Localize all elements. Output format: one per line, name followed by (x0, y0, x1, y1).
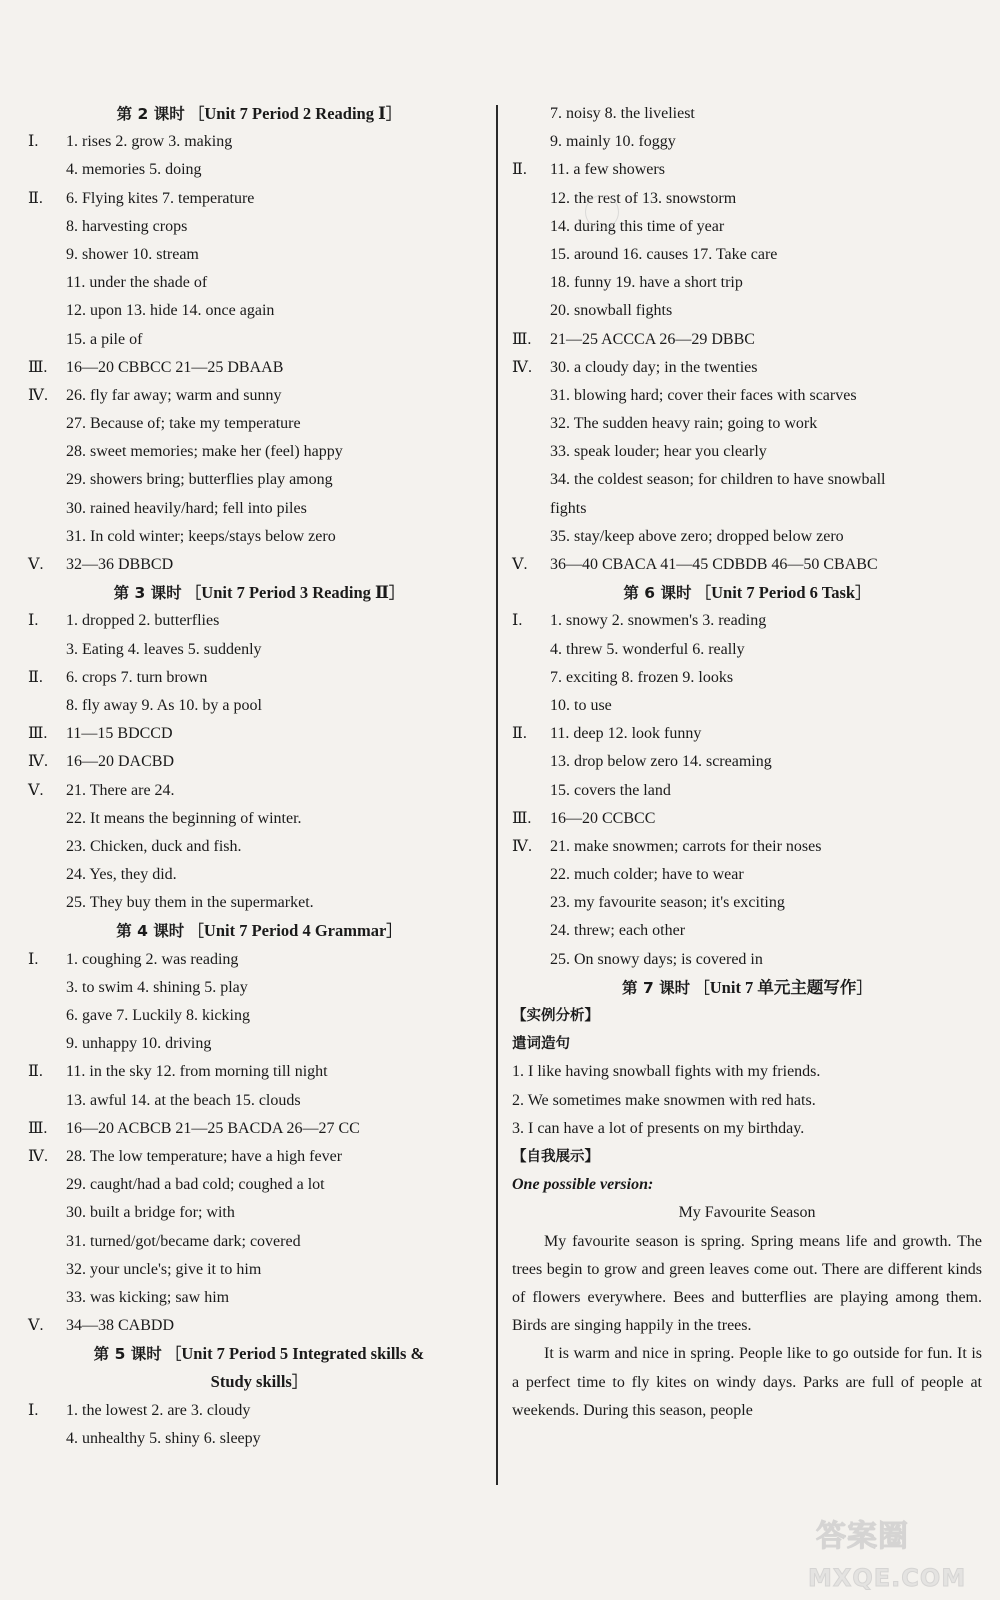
section-heading (28, 579, 490, 607)
answer-text: 1. dropped 2. butterflies (66, 612, 220, 630)
answer-line (28, 833, 490, 861)
answer-line (512, 607, 982, 635)
answer-text: 12. upon 13. hide 14. once again (66, 302, 275, 320)
answer-text: 15. around 16. causes 17. Take care (550, 245, 778, 263)
answer-line (512, 805, 982, 833)
answer-line (28, 1397, 490, 1425)
answer-line (28, 410, 490, 438)
answer-text: 6. crops 7. turn brown (66, 668, 208, 686)
answer-text: 15. a pile of (66, 330, 143, 348)
bracket-close: ］ (388, 584, 405, 603)
section-heading (28, 1340, 490, 1368)
answer-line (28, 861, 490, 889)
answer-text: 15. covers the land (550, 781, 671, 799)
example-sentence: 1. I like having snowball fights with my friends. (512, 1063, 821, 1081)
example-sentence: 3. I can have a lot of presents on my birthday. (512, 1119, 805, 1137)
lesson-number: 第 3 课时 (113, 584, 182, 603)
answer-text: 33. was kicking; saw him (66, 1288, 230, 1306)
answer-line (512, 692, 982, 720)
bracket-open: ［ (185, 584, 202, 603)
answer-line (512, 636, 982, 664)
answer-text: 3. to swim 4. shining 5. play (66, 978, 248, 996)
answer-text: 11. in the sky 12. from morning till night (66, 1063, 328, 1081)
answer-line (512, 382, 982, 410)
answer-text: 20. snowball fights (550, 302, 673, 320)
roman-numeral: Ⅲ. (28, 725, 48, 743)
section-heading (512, 974, 982, 1002)
answer-text: 10. to use (550, 696, 612, 714)
answer-line (28, 1425, 490, 1453)
answer-text: 13. drop below zero 14. screaming (550, 753, 772, 771)
answer-text: 14. during this time of year (550, 217, 725, 235)
example-sentence: 2. We sometimes make snowmen with red hats. (512, 1091, 816, 1109)
answer-line (512, 523, 982, 551)
left-column (28, 100, 490, 1453)
bracket-open: ［ (694, 978, 710, 997)
answer-line (28, 889, 490, 917)
answer-line (28, 156, 490, 184)
roman-numeral: Ⅳ. (28, 386, 48, 404)
answer-text: 18. funny 19. have a short trip (550, 274, 743, 292)
roman-numeral: Ⅴ. (28, 1317, 44, 1335)
answer-line (512, 748, 982, 776)
roman-numeral: Ⅱ. (28, 1063, 43, 1081)
bracket-open: ［ (188, 922, 204, 941)
answer-text: 13. awful 14. at the beach 15. clouds (66, 1091, 301, 1109)
answer-line (512, 833, 982, 861)
lesson-number: 第 7 课时 (622, 978, 691, 997)
section-title: Unit 7 Period 3 Reading Ⅱ (201, 583, 389, 603)
answer-line (28, 664, 490, 692)
roman-numeral: Ⅴ. (28, 781, 44, 799)
answer-text: 1. rises 2. grow 3. making (66, 133, 233, 151)
answer-line (512, 664, 982, 692)
answer-line (512, 889, 982, 917)
answer-line (28, 607, 490, 635)
answer-text: 24. Yes, they did. (66, 866, 177, 884)
answer-line (28, 1143, 490, 1171)
answer-text: 11. a few showers (550, 161, 665, 179)
answer-text: 11. under the shade of (66, 274, 208, 292)
answer-line (28, 1256, 490, 1284)
answer-text: 21. make snowmen; carrots for their noses (550, 837, 822, 855)
answer-text: 24. threw; each other (550, 922, 686, 940)
answer-text: 11. deep 12. look funny (550, 725, 702, 743)
section-heading-continued (28, 1368, 490, 1396)
answer-line (28, 551, 490, 579)
answer-line (28, 1030, 490, 1058)
answer-text: 28. The low temperature; have a high fever (66, 1147, 343, 1165)
bracket-close: ］ (855, 584, 871, 603)
answer-text: 8. fly away 9. As 10. by a pool (66, 696, 262, 714)
section-title: Unit 7 Period 4 Grammar (203, 921, 387, 941)
answer-text: 16—20 CCBCC (550, 809, 656, 827)
answer-line (28, 748, 490, 776)
answer-line (28, 692, 490, 720)
roman-numeral: Ⅰ. (28, 612, 39, 630)
answer-line (28, 1312, 490, 1340)
answer-text: 22. much colder; have to wear (550, 866, 744, 884)
answer-text: 7. exciting 8. frozen 9. looks (550, 668, 734, 686)
answer-text: 34. the coldest season; for children to have snowball (550, 471, 886, 489)
answer-text: 32. your uncle's; give it to him (66, 1260, 262, 1278)
answer-text: 30. a cloudy day; in the twenties (550, 358, 758, 376)
answer-text: 11—15 BDCCD (66, 725, 173, 743)
watermark-brand-en: MXQE.COM (808, 1564, 967, 1592)
answer-line (512, 100, 982, 128)
answer-line (512, 156, 982, 184)
essay-paragraph: My favourite season is spring. Spring means life and growth. The trees begin to grow and green leaves come out. There are different kinds of flowers everywhere. Bees and butterflies are playing among them. Birds are singing happily in the trees. (512, 1232, 982, 1335)
answer-line (512, 128, 982, 156)
answer-text: 4. threw 5. wonderful 6. really (550, 640, 745, 658)
answer-text: 36—40 CBACA 41—45 CDBDB 46—50 CBABC (550, 556, 878, 573)
answer-line (28, 297, 490, 325)
answer-text: 29. showers bring; butterflies play among (66, 471, 333, 489)
answer-text: 22. It means the beginning of winter. (66, 809, 302, 827)
lesson-number: 第 4 课时 (116, 922, 185, 941)
answer-text: 6. Flying kites 7. temperature (66, 189, 255, 207)
answer-text: 25. They buy them in the supermarket. (66, 894, 314, 912)
section-heading (28, 917, 490, 945)
answer-line (28, 805, 490, 833)
answer-line (28, 495, 490, 523)
roman-numeral: Ⅰ. (512, 612, 523, 630)
answer-text: 16—20 CBBCC 21—25 DBAAB (66, 358, 284, 376)
roman-numeral: Ⅳ. (512, 837, 532, 855)
answer-line (512, 861, 982, 889)
roman-numeral: Ⅰ. (28, 950, 39, 968)
roman-numeral: Ⅳ. (512, 358, 532, 376)
answer-line (28, 213, 490, 241)
answer-text: 32—36 DBBCD (66, 556, 174, 573)
answer-text: 23. Chicken, duck and fish. (66, 837, 242, 855)
right-column (512, 100, 982, 1425)
answer-text: 31. turned/got/became dark; covered (66, 1232, 301, 1250)
answer-text: 6. gave 7. Luckily 8. kicking (66, 1007, 250, 1024)
section-tag: 【自我展示】 (512, 1148, 599, 1165)
faint-stamp-mark (585, 195, 619, 229)
answer-text: 29. caught/had a bad cold; coughed a lot (66, 1176, 325, 1194)
answer-line (512, 495, 982, 523)
answer-line (512, 269, 982, 297)
answer-line (512, 438, 982, 466)
answer-text: 16—20 ACBCB 21—25 BACDA 26—27 CC (66, 1119, 360, 1137)
roman-numeral: Ⅳ. (28, 753, 48, 771)
answer-text: 31. In cold winter; keeps/stays below zero (66, 527, 336, 545)
section-tag: 遣词造句 (512, 1036, 570, 1053)
answer-text: 28. sweet memories; make her (feel) happy (66, 443, 343, 461)
bracket-close: ］ (385, 105, 402, 123)
answer-text: 27. Because of; take my temperature (66, 415, 301, 433)
answer-line (28, 1284, 490, 1312)
answer-line (28, 974, 490, 1002)
answer-line (28, 241, 490, 269)
answer-line (512, 720, 982, 748)
answer-line (512, 326, 982, 354)
answer-text: 12. the rest of 13. snowstorm (550, 189, 737, 207)
answer-line (28, 946, 490, 974)
bracket-close: ］ (856, 978, 872, 997)
lesson-number: 第 5 课时 (93, 1345, 162, 1364)
answer-text: 31. blowing hard; cover their faces with scarves (550, 386, 857, 404)
answer-line (28, 1171, 490, 1199)
answer-text: 4. memories 5. doing (66, 161, 202, 179)
section-title: Unit 7 单元主题写作 (709, 977, 857, 997)
answer-text: 1. snowy 2. snowmen's 3. reading (550, 612, 767, 630)
answer-text: 1. the lowest 2. are 3. cloudy (66, 1401, 251, 1419)
answer-line (28, 466, 490, 494)
answer-line (512, 297, 982, 325)
answer-text: 34—38 CABDD (66, 1317, 175, 1335)
section-tag: 【实例分析】 (512, 1008, 599, 1024)
answer-line (28, 1228, 490, 1256)
answer-line (512, 551, 982, 579)
answer-text: 30. built a bridge for; with (66, 1204, 235, 1222)
answer-text: 9. mainly 10. foggy (550, 133, 676, 151)
answer-line (28, 382, 490, 410)
answer-text: 4. unhealthy 5. shiny 6. sleepy (66, 1429, 261, 1447)
column-divider (496, 105, 498, 1485)
answer-line (512, 917, 982, 945)
bracket-close: ］ (386, 922, 402, 941)
answer-line (28, 523, 490, 551)
answer-text: 21—25 ACCCA 26—29 DBBC (550, 330, 755, 348)
bracket-open: ［ (695, 584, 712, 603)
answer-line (512, 777, 982, 805)
answer-line (512, 213, 982, 241)
watermark-brand-cn: 答案圈 (816, 1519, 909, 1554)
answer-line (28, 720, 490, 748)
answer-line (28, 185, 490, 213)
answer-line (512, 946, 982, 974)
answer-line (28, 1199, 490, 1227)
answer-text: 8. harvesting crops (66, 217, 188, 235)
answer-text: 21. There are 24. (66, 781, 175, 799)
roman-numeral: Ⅲ. (512, 330, 532, 348)
answer-line (28, 269, 490, 297)
answer-line (28, 636, 490, 664)
roman-numeral: Ⅴ. (512, 556, 528, 573)
answer-line (512, 241, 982, 269)
answer-text: 1. coughing 2. was reading (66, 950, 239, 968)
answer-text: 26. fly far away; warm and sunny (66, 386, 282, 404)
lesson-number: 第 2 课时 (116, 105, 185, 123)
answer-text: 35. stay/keep above zero; dropped below zero (550, 527, 844, 545)
section-title: Unit 7 Period 5 Integrated skills & (181, 1344, 425, 1364)
roman-numeral: Ⅰ. (28, 133, 39, 151)
roman-numeral: Ⅰ. (28, 1401, 39, 1419)
answer-text: 3. Eating 4. leaves 5. suddenly (66, 640, 262, 658)
roman-numeral: Ⅱ. (28, 189, 43, 207)
roman-numeral: Ⅲ. (28, 1119, 48, 1137)
roman-numeral: Ⅴ. (28, 556, 44, 573)
roman-numeral: Ⅲ. (512, 809, 532, 827)
bracket-close: ］ (291, 1373, 308, 1392)
answer-line (28, 438, 490, 466)
answer-text: 9. shower 10. stream (66, 245, 199, 263)
answer-text: 33. speak louder; hear you clearly (550, 443, 767, 461)
bracket-open: ［ (188, 105, 205, 123)
answer-line (28, 777, 490, 805)
essay-title: My Favourite Season (678, 1204, 816, 1222)
essay-paragraph: It is warm and nice in spring. People like to go outside for fun. It is a perfect time to fly kites on windy days. Parks are full of people at weekends. During this season, people (512, 1345, 982, 1419)
answer-line (28, 326, 490, 354)
answer-text: 23. my favourite season; it's exciting (550, 894, 785, 912)
answer-line (28, 128, 490, 156)
section-title: Unit 7 Period 6 Task (711, 583, 856, 603)
answer-line (28, 1002, 490, 1030)
answer-text: 32. The sudden heavy rain; going to work (550, 415, 818, 433)
answer-line (28, 1058, 490, 1086)
watermark-logo (804, 1510, 992, 1594)
roman-numeral: Ⅲ. (28, 358, 48, 376)
roman-numeral: Ⅱ. (512, 161, 527, 179)
version-label: One possible version: (512, 1176, 654, 1194)
roman-numeral: Ⅳ. (28, 1147, 48, 1165)
answer-line (512, 410, 982, 438)
answer-text: 25. On snowy days; is covered in (550, 950, 763, 968)
roman-numeral: Ⅱ. (512, 725, 527, 743)
answer-text: fights (550, 499, 587, 517)
section-title: Unit 7 Period 2 Reading Ⅰ (204, 104, 386, 123)
answer-line (512, 185, 982, 213)
answer-line (512, 466, 982, 494)
answer-line (28, 1087, 490, 1115)
answer-text: 9. unhappy 10. driving (66, 1035, 212, 1053)
section-heading (28, 100, 490, 128)
answer-text: 16—20 DACBD (66, 753, 175, 771)
section-heading (512, 579, 982, 607)
bracket-open: ［ (165, 1345, 182, 1364)
lesson-number: 第 6 课时 (623, 584, 692, 603)
roman-numeral: Ⅱ. (28, 668, 43, 686)
answer-text: 7. noisy 8. the liveliest (550, 105, 695, 122)
answer-line (28, 354, 490, 382)
answer-text: 30. rained heavily/hard; fell into piles (66, 499, 307, 517)
answer-line (28, 1115, 490, 1143)
section-title: Study skills (210, 1372, 292, 1392)
answer-line (512, 354, 982, 382)
